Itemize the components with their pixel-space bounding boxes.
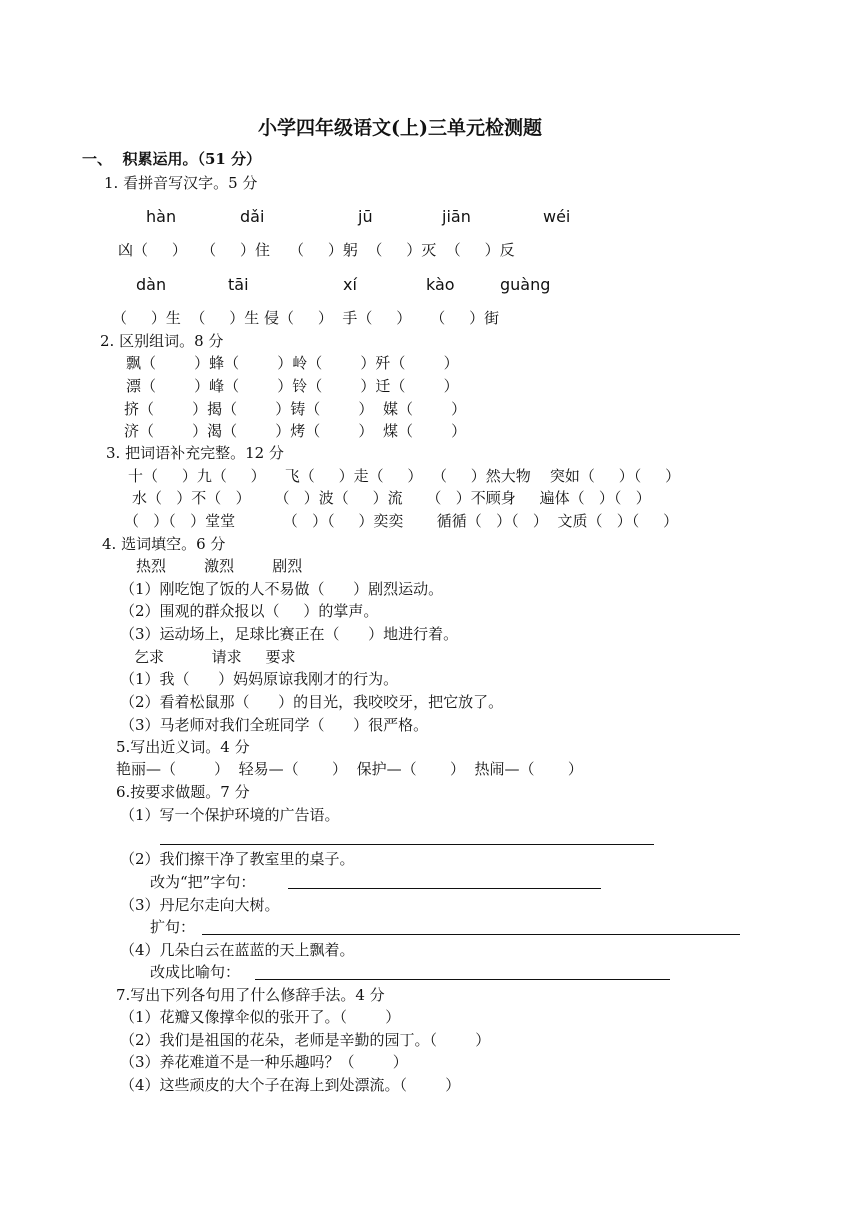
- answer-line: [288, 888, 601, 889]
- question-5-heading: 5.写出近义词。4 分: [116, 738, 250, 756]
- rhetoric-item: （1）花瓣又像撑伞似的张开了。（ ）: [120, 1008, 401, 1026]
- word-group-row: 漂（ ）峰（ ）铃（ ）迁（ ）: [126, 377, 459, 395]
- word-group-row: 挤（ ）揭（ ）铸（ ） 媒（ ）: [124, 400, 467, 418]
- answer-line: [160, 844, 654, 845]
- question-6-heading: 6.按要求做题。7 分: [116, 783, 250, 801]
- section-heading: 一、 积累运用。（51 分）: [82, 150, 262, 168]
- task-prompt: 扩句：: [150, 918, 196, 936]
- pinyin: tāi: [228, 275, 249, 294]
- rhetoric-item: （2）我们是祖国的花朵，老师是辛勤的园丁。（ ）: [120, 1031, 491, 1049]
- task-prompt: 改成比喻句：: [150, 963, 241, 981]
- fill-blank-item: （1）刚吃饱了饭的人不易做（ ）剧烈运动。: [120, 580, 444, 598]
- task-item: （3）丹尼尔走向大树。: [120, 896, 280, 914]
- task-item: （1）写一个保护环境的广告语。: [120, 806, 340, 824]
- fill-blank-item: （2）看着松鼠那（ ）的目光，我咬咬牙，把它放了。: [120, 693, 504, 711]
- synonym-row: 艳丽—（ ） 轻易—（ ） 保护—（ ） 热闹—（ ）: [116, 760, 583, 778]
- idiom-row: 水（ ）不（ ） （ ）波（ ）流 （ ）不顾身 遍体（ ）（ ）: [132, 489, 651, 507]
- answer-line: [255, 979, 670, 980]
- fill-blank-item: （1）我（ ）妈妈原谅我刚才的行为。: [120, 670, 399, 688]
- question-2-heading: 2. 区别组词。8 分: [100, 332, 224, 350]
- idiom-row: 十（ ）九（ ） 飞（ ）走（ ） （ ）然大物 突如（ ）（ ）: [128, 467, 681, 485]
- pinyin: jiān: [442, 207, 471, 226]
- answer-line: [202, 934, 740, 935]
- task-item: （4）几朵白云在蓝蓝的天上飘着。: [120, 941, 355, 959]
- question-3-heading: 3. 把词语补充完整。12 分: [106, 444, 284, 462]
- word-group-row: 飘（ ）蜂（ ）岭（ ）歼（ ）: [126, 354, 459, 372]
- word-group-row: 济（ ）渴（ ）烤（ ） 煤（ ）: [124, 422, 467, 440]
- pinyin: dǎi: [240, 207, 265, 226]
- hanzi-answer-row: （ ）生 （ ）生 侵（ ） 手（ ） （ ）街: [112, 309, 500, 327]
- idiom-row: （ ）（ ）堂堂 （ ）（ ）奕奕 循循（ ）（ ） 文质（ ）（ ）: [124, 512, 679, 530]
- rhetoric-item: （3）养花难道不是一种乐趣吗？（ ）: [120, 1053, 408, 1071]
- page-title: 小学四年级语文(上)三单元检测题: [258, 117, 542, 139]
- task-item: （2）我们擦干净了教室里的桌子。: [120, 850, 355, 868]
- pinyin: jū: [358, 207, 373, 226]
- pinyin: xí: [343, 275, 357, 294]
- word-choices: 乞求 请求 要求: [134, 648, 296, 666]
- rhetoric-item: （4）这些顽皮的大个子在海上到处漂流。（ ）: [120, 1076, 461, 1094]
- pinyin: hàn: [146, 207, 177, 226]
- question-1-heading: 1. 看拼音写汉字。5 分: [104, 174, 258, 192]
- question-7-heading: 7.写出下列各句用了什么修辞手法。4 分: [116, 986, 385, 1004]
- hanzi-answer-row: 凶（ ） （ ）住 （ ）躬 （ ）灭 （ ）反: [118, 241, 515, 259]
- word-choices: 热烈 激烈 剧烈: [136, 557, 303, 575]
- fill-blank-item: （2）围观的群众报以（ ）的掌声。: [120, 602, 379, 620]
- fill-blank-item: （3）运动场上，足球比赛正在（ ）地进行着。: [120, 625, 459, 643]
- pinyin: kào: [426, 275, 455, 294]
- fill-blank-item: （3）马老师对我们全班同学（ ）很严格。: [120, 716, 429, 734]
- pinyin: wéi: [543, 207, 571, 226]
- task-prompt: 改为“把”字句：: [150, 873, 256, 891]
- question-4-heading: 4. 选词填空。6 分: [102, 535, 226, 553]
- pinyin: guàng: [500, 275, 551, 294]
- pinyin: dàn: [136, 275, 167, 294]
